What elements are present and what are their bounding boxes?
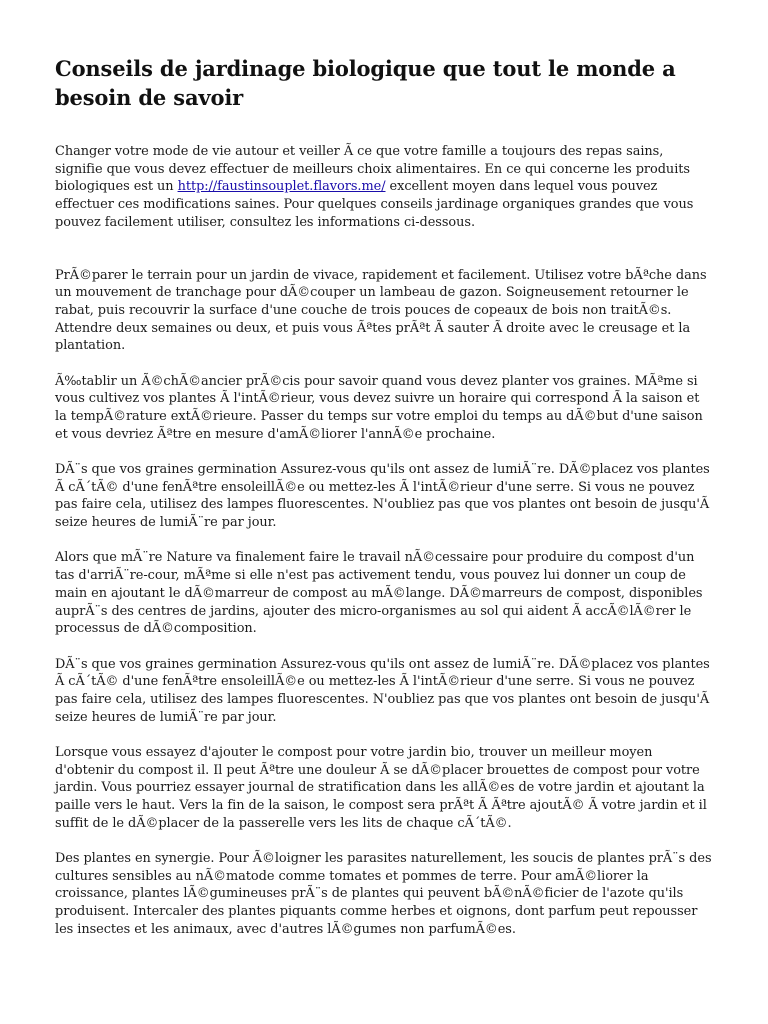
- paragraph-germination-light: DÃ¨s que vos graines germination Assurez-vous qu'ils ont assez de lumiÃ¨re. DÃ©placez vos plantes Ã cÃ´tÃ© d'une fenÃªtre ensoleillÃ©e ou mettez-les Ã l'intÃ©rieur d'une serre. Si vous ne pouvez pas faire cela, utilisez des lampes fluorescentes. N'oubliez pas que vos plantes ont besoin de jusqu'Ã seize heures de lumiÃ¨re par jour.: [55, 462, 710, 531]
- paragraph-companion-planting: Des plantes en synergie. Pour Ã©loigner les parasites naturellement, les soucis de plantes prÃ¨s des cultures sensibles au nÃ©matode comme tomates et pommes de terre. Pour amÃ©liorer la croissance, plantes lÃ©gumineuses prÃ¨s de plantes qui peuvent bÃ©nÃ©ficier de l'azote qu'ils produisent. Intercaler des plantes piquants comme herbes et oignons, dont parfum peut repousser les insectes et les animaux, avec d'autres lÃ©gumes non parfumÃ©es.: [55, 851, 712, 937]
- faustinsouplet-link[interactable]: http://faustinsouplet.flavors.me/: [177, 179, 386, 195]
- paragraph-compost-paths: Lorsque vous essayez d'ajouter le compost pour votre jardin bio, trouver un meilleur moyen d'obtenir du compost il. Il peut Ãªtre une douleur Ã se dÃ©placer brouettes de compost pour votre jardin. Vous pourriez essayer journal de stratification dans les allÃ©es de votre jardin et ajoutant la paille vers le haut. Vers la fin de la saison, le compost sera prÃªt Ã Ãªtre ajoutÃ© Ã votre jardin et il suffit de le dÃ©placer de la passerelle vers les lits de chaque cÃ´tÃ©.: [55, 744, 707, 831]
- paragraph-compost-starter: Alors que mÃ¨re Nature va finalement faire le travail nÃ©cessaire pour produire du compost d'un tas d'arriÃ¨re-cour, mÃªme si elle n'est pas activement tendu, vous pouvez lui donner un coup de main en ajoutant le dÃ©marreur de compost au mÃ©lange. DÃ©marreurs de compost, disponibles auprÃ¨s des centres de jardins, ajouter des micro-organismes au sol qui aident Ã accÃ©lÃ©rer le processus de dÃ©composition.: [55, 550, 703, 637]
- paragraph-prepare-terrain: PrÃ©parer le terrain pour un jardin de vivace, rapidement et facilement. Utilisez votre bÃªche dans un mouvement de tranchage pour dÃ©couper un lambeau de gazon. Soigneusement retourner le rabat, puis recouvrir la surface d'une couche de trois pouces de copeaux de bois non traitÃ©s. Attendre deux semaines ou deux, et puis vous Ãªtes prÃªt Ã sauter Ã droite avec le creusage et la plantation.: [55, 267, 707, 354]
- paragraph-planting-schedule: Ã‰tablir un Ã©chÃ©ancier prÃ©cis pour savoir quand vous devez planter vos graines. MÃªme si vous cultivez vos plantes Ã l'intÃ©rieur, vous devez suivre un horaire qui correspond Ã la saison et la tempÃ©rature extÃ©rieure. Passer du temps sur votre emploi du temps au dÃ©but d'une saison et vous devriez Ãªtre en mesure d'amÃ©liorer l'annÃ©e prochaine.: [55, 373, 703, 442]
- intro-text-before: Changer votre mode de vie autour et veiller Ã ce que votre famille a toujours des repas sains, signifie que vous devez effectuer de meilleurs choix alimentaires. En ce qui concerne les produits biologiques est un: [55, 144, 690, 195]
- document-page: [55, 54, 713, 939]
- article-title: Conseils de jardinage biologique que tout le monde a besoin de savoir: [55, 56, 676, 110]
- paragraph-germination-light-repeat: DÃ¨s que vos graines germination Assurez-vous qu'ils ont assez de lumiÃ¨re. DÃ©placez vos plantes Ã cÃ´tÃ© d'une fenÃªtre ensoleillÃ©e ou mettez-les Ã l'intÃ©rieur d'une serre. Si vous ne pouvez pas faire cela, utilisez des lampes fluorescentes. N'oubliez pas que vos plantes ont besoin de jusqu'Ã seize heures de lumiÃ¨re par jour.: [55, 656, 710, 725]
- intro-paragraph: [55, 143, 713, 232]
- intro-text-after: excellent moyen dans lequel vous pouvez effectuer ces modifications saines. Pour quelques conseils jardinage organiques grandes que vous pouvez facilement utiliser, consultez les informations ci-dessous.: [55, 179, 694, 230]
